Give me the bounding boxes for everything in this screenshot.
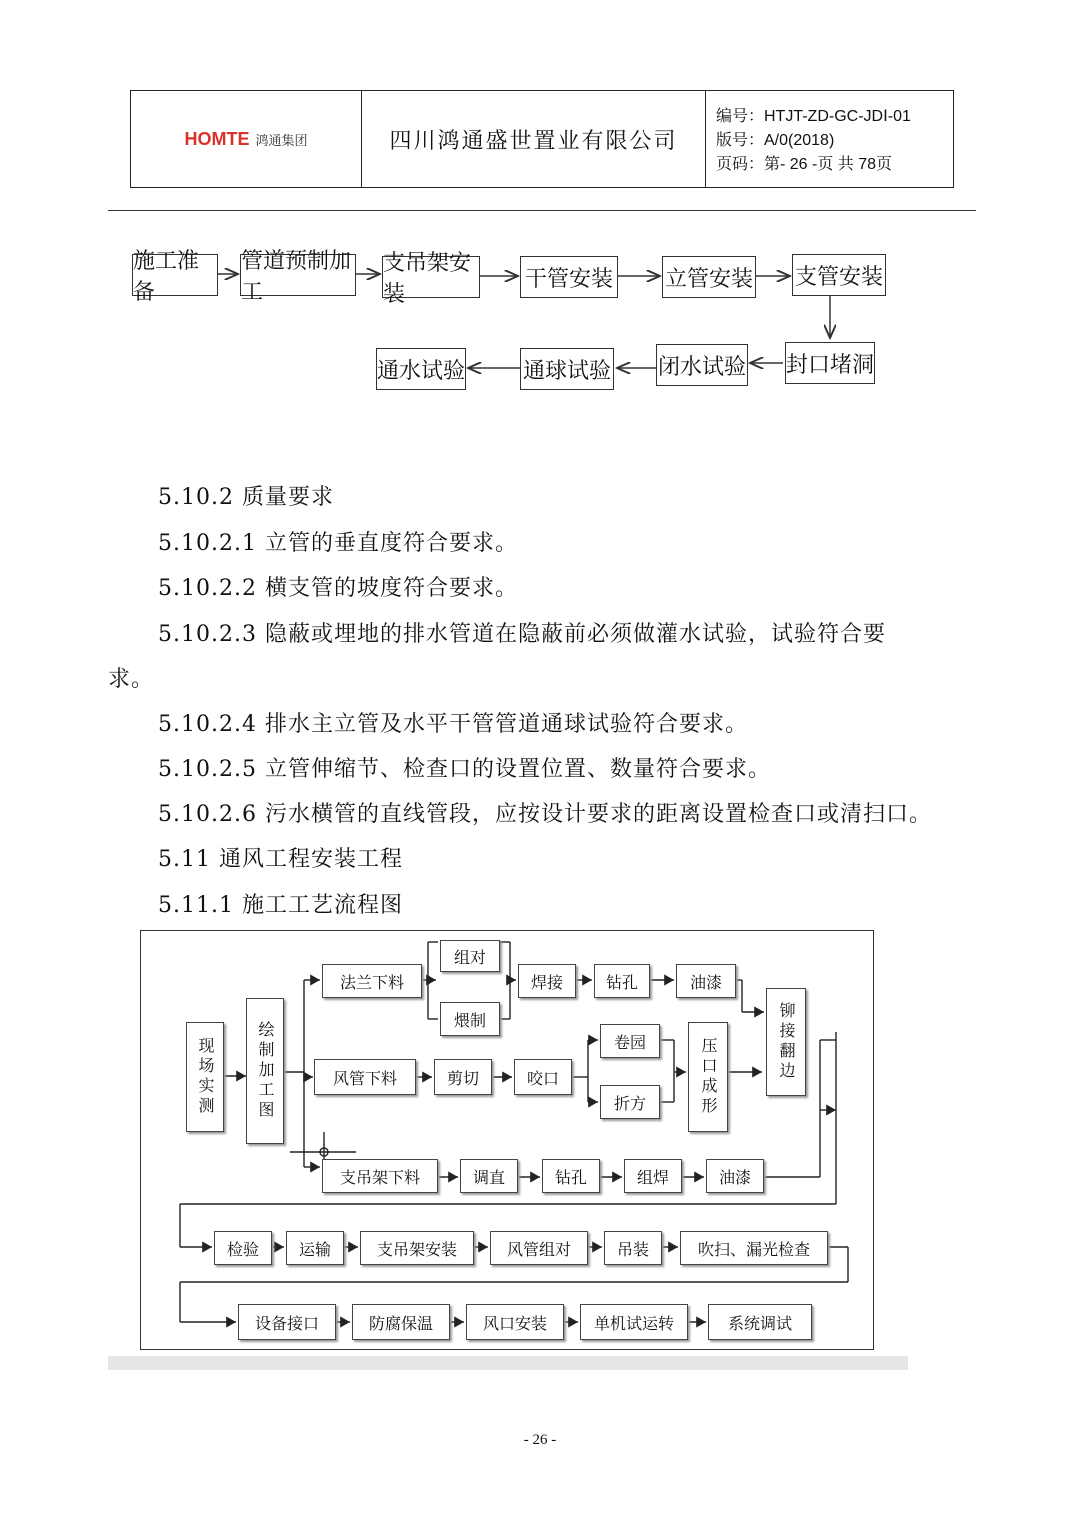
box-straighten: 调直: [460, 1159, 518, 1193]
box-equip-connect: 设备接口: [238, 1304, 336, 1340]
step-water-test: 通水试验: [376, 348, 466, 390]
box-inspect: 检验: [214, 1231, 272, 1265]
doc-page: 页码：第- 26 -页 共 78页: [716, 156, 893, 173]
box-paint-2: 油漆: [706, 1159, 764, 1193]
box-drawing-label: 绘制加工图: [256, 1021, 275, 1121]
box-pair: 组对: [440, 940, 500, 972]
clause-4: 5.10.2.4 排水主立管及水平干管管道通球试验符合要求。: [158, 712, 748, 737]
box-drill-2: 钻孔: [542, 1159, 600, 1193]
box-drill-1: 钻孔: [594, 964, 650, 998]
box-weld: 焊接: [518, 964, 576, 998]
step-hanger-install: 支吊架安装: [382, 256, 480, 298]
clause-3: 5.10.2.3 隐蔽或埋地的排水管道在隐蔽前必须做灌水试验，试验符合要: [158, 622, 886, 647]
section-ventilation: 5.11 通风工程安装工程: [158, 847, 403, 872]
box-press: [688, 1022, 728, 1132]
box-purge-check: 吹扫、漏光检查: [680, 1231, 828, 1265]
step-prepare: 施工准备: [132, 254, 218, 296]
box-hanger-cut: 支吊架下料: [322, 1159, 438, 1193]
page-number: - 26 -: [523, 1432, 557, 1448]
step-main-pipe: 干管安装: [520, 256, 618, 298]
step-prefab: 管道预制加工: [240, 254, 356, 296]
logo-brand: HOMTE: [184, 128, 250, 149]
box-survey-label: 现场实测: [196, 1037, 215, 1117]
box-system-debug: 系统调试: [708, 1304, 812, 1340]
box-roll: 卷园: [600, 1024, 660, 1058]
drainage-flowchart: [0, 0, 1080, 440]
image-bottom-bar: [108, 1356, 908, 1370]
box-transport: 运输: [286, 1231, 344, 1265]
box-bite: 咬口: [514, 1059, 572, 1095]
step-branch: 支管安装: [792, 254, 886, 296]
box-forge: 煨制: [440, 1002, 500, 1036]
doc-version: 版号：A/0(2018): [716, 132, 835, 149]
clause-1: 5.10.2.1 立管的垂直度符合要求。: [158, 531, 518, 556]
box-survey: [186, 1022, 224, 1132]
step-riser: 立管安装: [662, 256, 756, 298]
box-hanger-install: 支吊架安装: [360, 1231, 474, 1265]
box-shear: 剪切: [434, 1059, 492, 1095]
box-insulation: 防腐保温: [352, 1304, 450, 1340]
box-rivet-label: 铆接翻边: [777, 1002, 796, 1082]
logo-cn: 鸿通集团: [255, 133, 308, 149]
box-rivet: [766, 988, 806, 1096]
box-hoist: 吊装: [604, 1231, 662, 1265]
ventilation-flowchart: [108, 922, 908, 1370]
box-flange: 法兰下料: [322, 964, 422, 998]
step-closed-water: 闭水试验: [656, 344, 748, 386]
box-duct-pair: 风管组对: [490, 1231, 588, 1265]
section-heading: 5.10.2 质量要求: [158, 485, 334, 510]
step-ball-test: 通球试验: [520, 348, 614, 390]
box-duct-cut: 风管下料: [314, 1059, 416, 1095]
box-press-label: 压口成形: [699, 1037, 718, 1117]
company-name: 四川鸿通盛世置业有限公司: [362, 91, 706, 187]
step-seal: 封口堵洞: [785, 342, 875, 384]
box-fold: 折方: [600, 1085, 660, 1119]
doc-number: 编号：HTJT-ZD-GC-JDⅠ-01: [716, 108, 911, 125]
clause-3-cont: 求。: [108, 667, 155, 692]
box-assemble-weld: 组焊: [624, 1159, 682, 1193]
box-drawing: [246, 998, 284, 1144]
box-paint-1: 油漆: [676, 964, 736, 998]
clause-2: 5.10.2.2 横支管的坡度符合要求。: [158, 576, 518, 601]
clause-5: 5.10.2.5 立管伸缩节、检查口的设置位置、数量符合要求。: [158, 757, 771, 782]
box-vent-install: 风口安装: [466, 1304, 564, 1340]
subsection-flow: 5.11.1 施工工艺流程图: [158, 893, 403, 918]
clause-6: 5.10.2.6 污水横管的直线管段，应按设计要求的距离设置检查口或清扫口。: [158, 802, 932, 827]
box-single-run: 单机试运转: [580, 1304, 688, 1340]
